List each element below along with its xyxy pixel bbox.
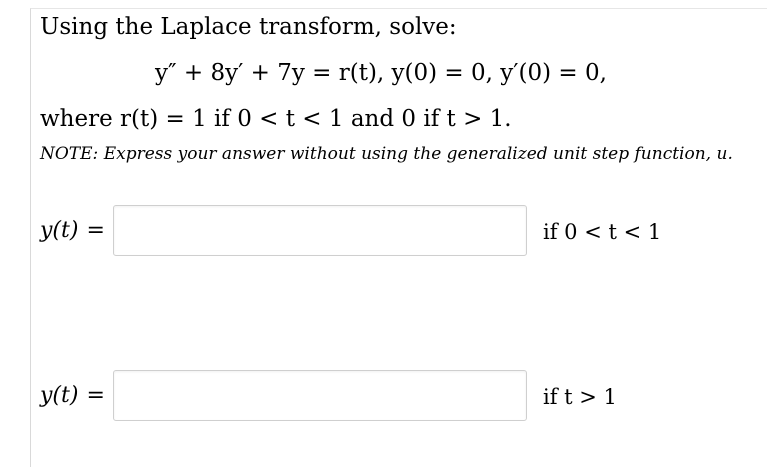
equals-sign: = (86, 383, 105, 408)
answer-label-interval-2 (40, 383, 105, 408)
answer-input-interval-2[interactable] (113, 370, 527, 421)
answer-label-text: y(t) (40, 218, 79, 243)
problem-intro: Using the Laplace transform, solve: (40, 14, 457, 40)
equals-sign: = (86, 218, 105, 243)
interval-1-condition: if 0 < t < 1 (543, 220, 662, 244)
forcing-condition: where r(t) = 1 if 0 < t < 1 and 0 if t > 1. (40, 106, 512, 132)
interval-2-condition: if t > 1 (543, 385, 617, 409)
answer-label-text: y(t) (40, 383, 79, 408)
differential-equation: y″ + 8y′ + 7y = r(t), y(0) = 0, y′(0) = 0, (155, 60, 607, 86)
answer-label-interval-1 (40, 218, 105, 243)
answer-note: NOTE: Express your answer without using the generalized unit step function, u. (40, 144, 733, 164)
answer-input-interval-1[interactable] (113, 205, 527, 256)
